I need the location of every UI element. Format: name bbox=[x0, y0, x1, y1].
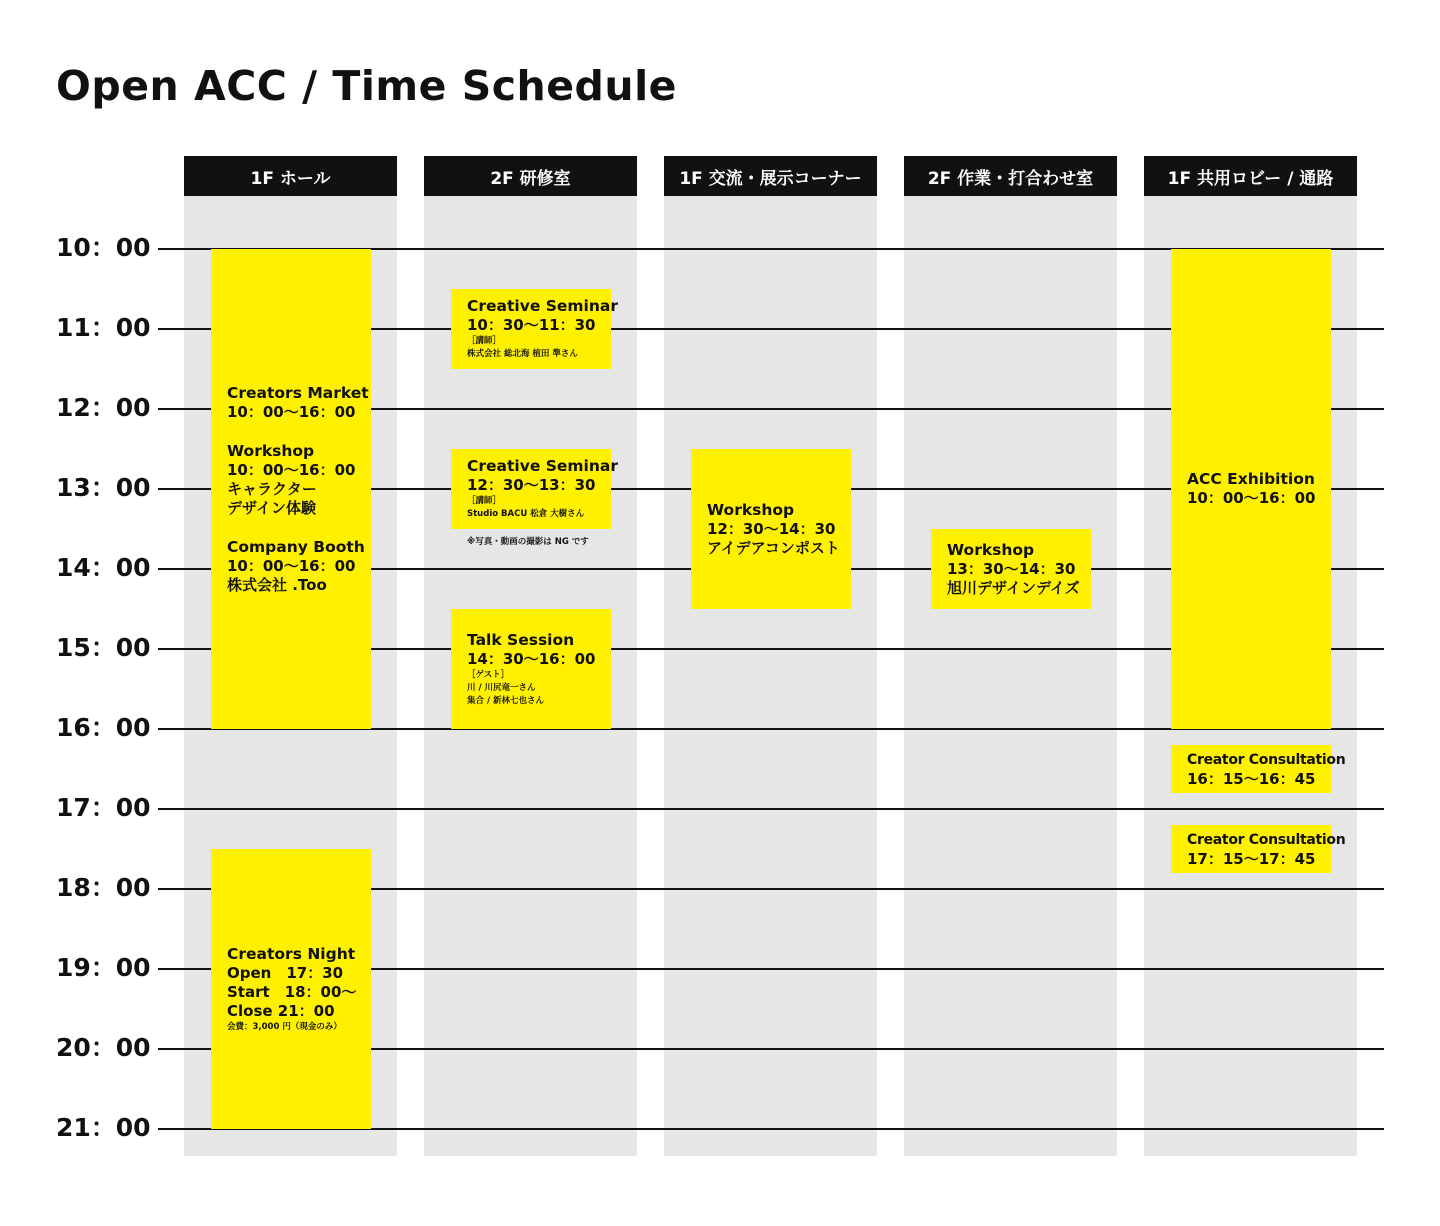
time-label: 19：00 bbox=[56, 953, 151, 982]
event-info: アイデアコンポスト bbox=[707, 539, 840, 557]
column-header: 2F 研修室 bbox=[424, 156, 637, 196]
event-text bbox=[1187, 470, 1327, 508]
event-text bbox=[467, 457, 619, 521]
time-label: 15：00 bbox=[56, 633, 151, 662]
event-detail: 集合 / 新林七也さん bbox=[467, 696, 545, 706]
column-background bbox=[904, 196, 1117, 1156]
event-detail: ［講師］ bbox=[467, 336, 502, 346]
event-block[interactable] bbox=[451, 289, 619, 369]
event-title: Creative Seminar bbox=[467, 297, 619, 315]
event-title: Talk Session bbox=[467, 631, 575, 649]
event-title: Workshop bbox=[227, 442, 315, 460]
event-block[interactable] bbox=[1171, 825, 1346, 873]
event-block[interactable] bbox=[211, 849, 371, 1129]
time-label: 20：00 bbox=[56, 1033, 151, 1062]
event-title: Workshop bbox=[707, 501, 795, 519]
event-spacer bbox=[227, 518, 367, 538]
time-label: 11：00 bbox=[56, 313, 151, 342]
event-text bbox=[707, 501, 847, 558]
photo-note: ※写真・動画の撮影は NG です bbox=[467, 537, 589, 547]
event-info: 16：15〜16：45 bbox=[1187, 770, 1316, 788]
event-detail: 川 / 川尻竜一さん bbox=[467, 683, 536, 693]
time-label: 16：00 bbox=[56, 713, 151, 742]
time-label: 10：00 bbox=[56, 233, 151, 262]
event-block[interactable] bbox=[931, 529, 1091, 609]
event-text bbox=[467, 631, 607, 708]
event-block[interactable] bbox=[691, 449, 851, 609]
event-text bbox=[1187, 751, 1346, 789]
event-info: 17：15〜17：45 bbox=[1187, 850, 1316, 868]
event-text bbox=[227, 384, 367, 595]
event-title: Workshop bbox=[947, 541, 1035, 559]
column-header: 1F ホール bbox=[184, 156, 397, 196]
event-info: 10：00〜16：00 bbox=[1187, 489, 1316, 507]
event-info: Start 18：00〜 bbox=[227, 983, 357, 1001]
event-block[interactable] bbox=[451, 449, 619, 529]
column-header: 1F 共用ロビー / 通路 bbox=[1144, 156, 1357, 196]
time-label: 18：00 bbox=[56, 873, 151, 902]
event-title: Creative Seminar bbox=[467, 457, 619, 475]
event-block[interactable] bbox=[451, 609, 611, 729]
time-label: 13：00 bbox=[56, 473, 151, 502]
event-info: 10：30〜11：30 bbox=[467, 316, 596, 334]
column-header: 1F 交流・展示コーナー bbox=[664, 156, 877, 196]
event-info: 14：30〜16：00 bbox=[467, 650, 596, 668]
hour-gridline bbox=[158, 808, 1384, 810]
event-detail: Studio BACU 松倉 大樹さん bbox=[467, 509, 585, 519]
event-title: ACC Exhibition bbox=[1187, 470, 1315, 488]
event-text bbox=[227, 945, 367, 1034]
event-block[interactable] bbox=[211, 249, 371, 729]
event-detail: 会費：3,000 円（現金のみ） bbox=[227, 1022, 342, 1032]
event-title: Company Booth bbox=[227, 538, 365, 556]
event-spacer bbox=[227, 422, 367, 442]
event-info: 12：30〜13：30 bbox=[467, 476, 596, 494]
event-title: Creators Market bbox=[227, 384, 369, 402]
event-text bbox=[1187, 831, 1346, 869]
event-text bbox=[947, 541, 1087, 598]
time-label: 21：00 bbox=[56, 1113, 151, 1142]
event-info: 10：00〜16：00 bbox=[227, 403, 356, 421]
event-info: Close 21：00 bbox=[227, 1002, 335, 1020]
column-background bbox=[664, 196, 877, 1156]
event-title: Creator Consultation bbox=[1187, 752, 1346, 768]
event-block[interactable] bbox=[1171, 249, 1331, 729]
event-info: 10：00〜16：00 bbox=[227, 557, 356, 575]
event-text bbox=[467, 297, 619, 361]
event-info: 12：30〜14：30 bbox=[707, 520, 836, 538]
event-info: 13：30〜14：30 bbox=[947, 560, 1076, 578]
time-label: 12：00 bbox=[56, 393, 151, 422]
event-detail: ［講師］ bbox=[467, 496, 502, 506]
event-title: Creators Night bbox=[227, 945, 356, 963]
event-title: Creator Consultation bbox=[1187, 832, 1346, 848]
event-info: 旭川デザインデイズ bbox=[947, 579, 1080, 597]
event-detail: 株式会社 総北海 植田 準さん bbox=[467, 349, 578, 359]
event-detail: ［ゲスト］ bbox=[467, 670, 510, 680]
page-title: Open ACC / Time Schedule bbox=[56, 62, 677, 110]
event-block[interactable] bbox=[1171, 745, 1346, 793]
column-header: 2F 作業・打合わせ室 bbox=[904, 156, 1117, 196]
time-label: 17：00 bbox=[56, 793, 151, 822]
event-info: Open 17：30 bbox=[227, 964, 344, 982]
event-info: デザイン体験 bbox=[227, 499, 316, 517]
event-info: 10：00〜16：00 bbox=[227, 461, 356, 479]
event-info: 株式会社 .Too bbox=[227, 576, 327, 594]
time-label: 14：00 bbox=[56, 553, 151, 582]
event-info: キャラクター bbox=[227, 480, 317, 498]
